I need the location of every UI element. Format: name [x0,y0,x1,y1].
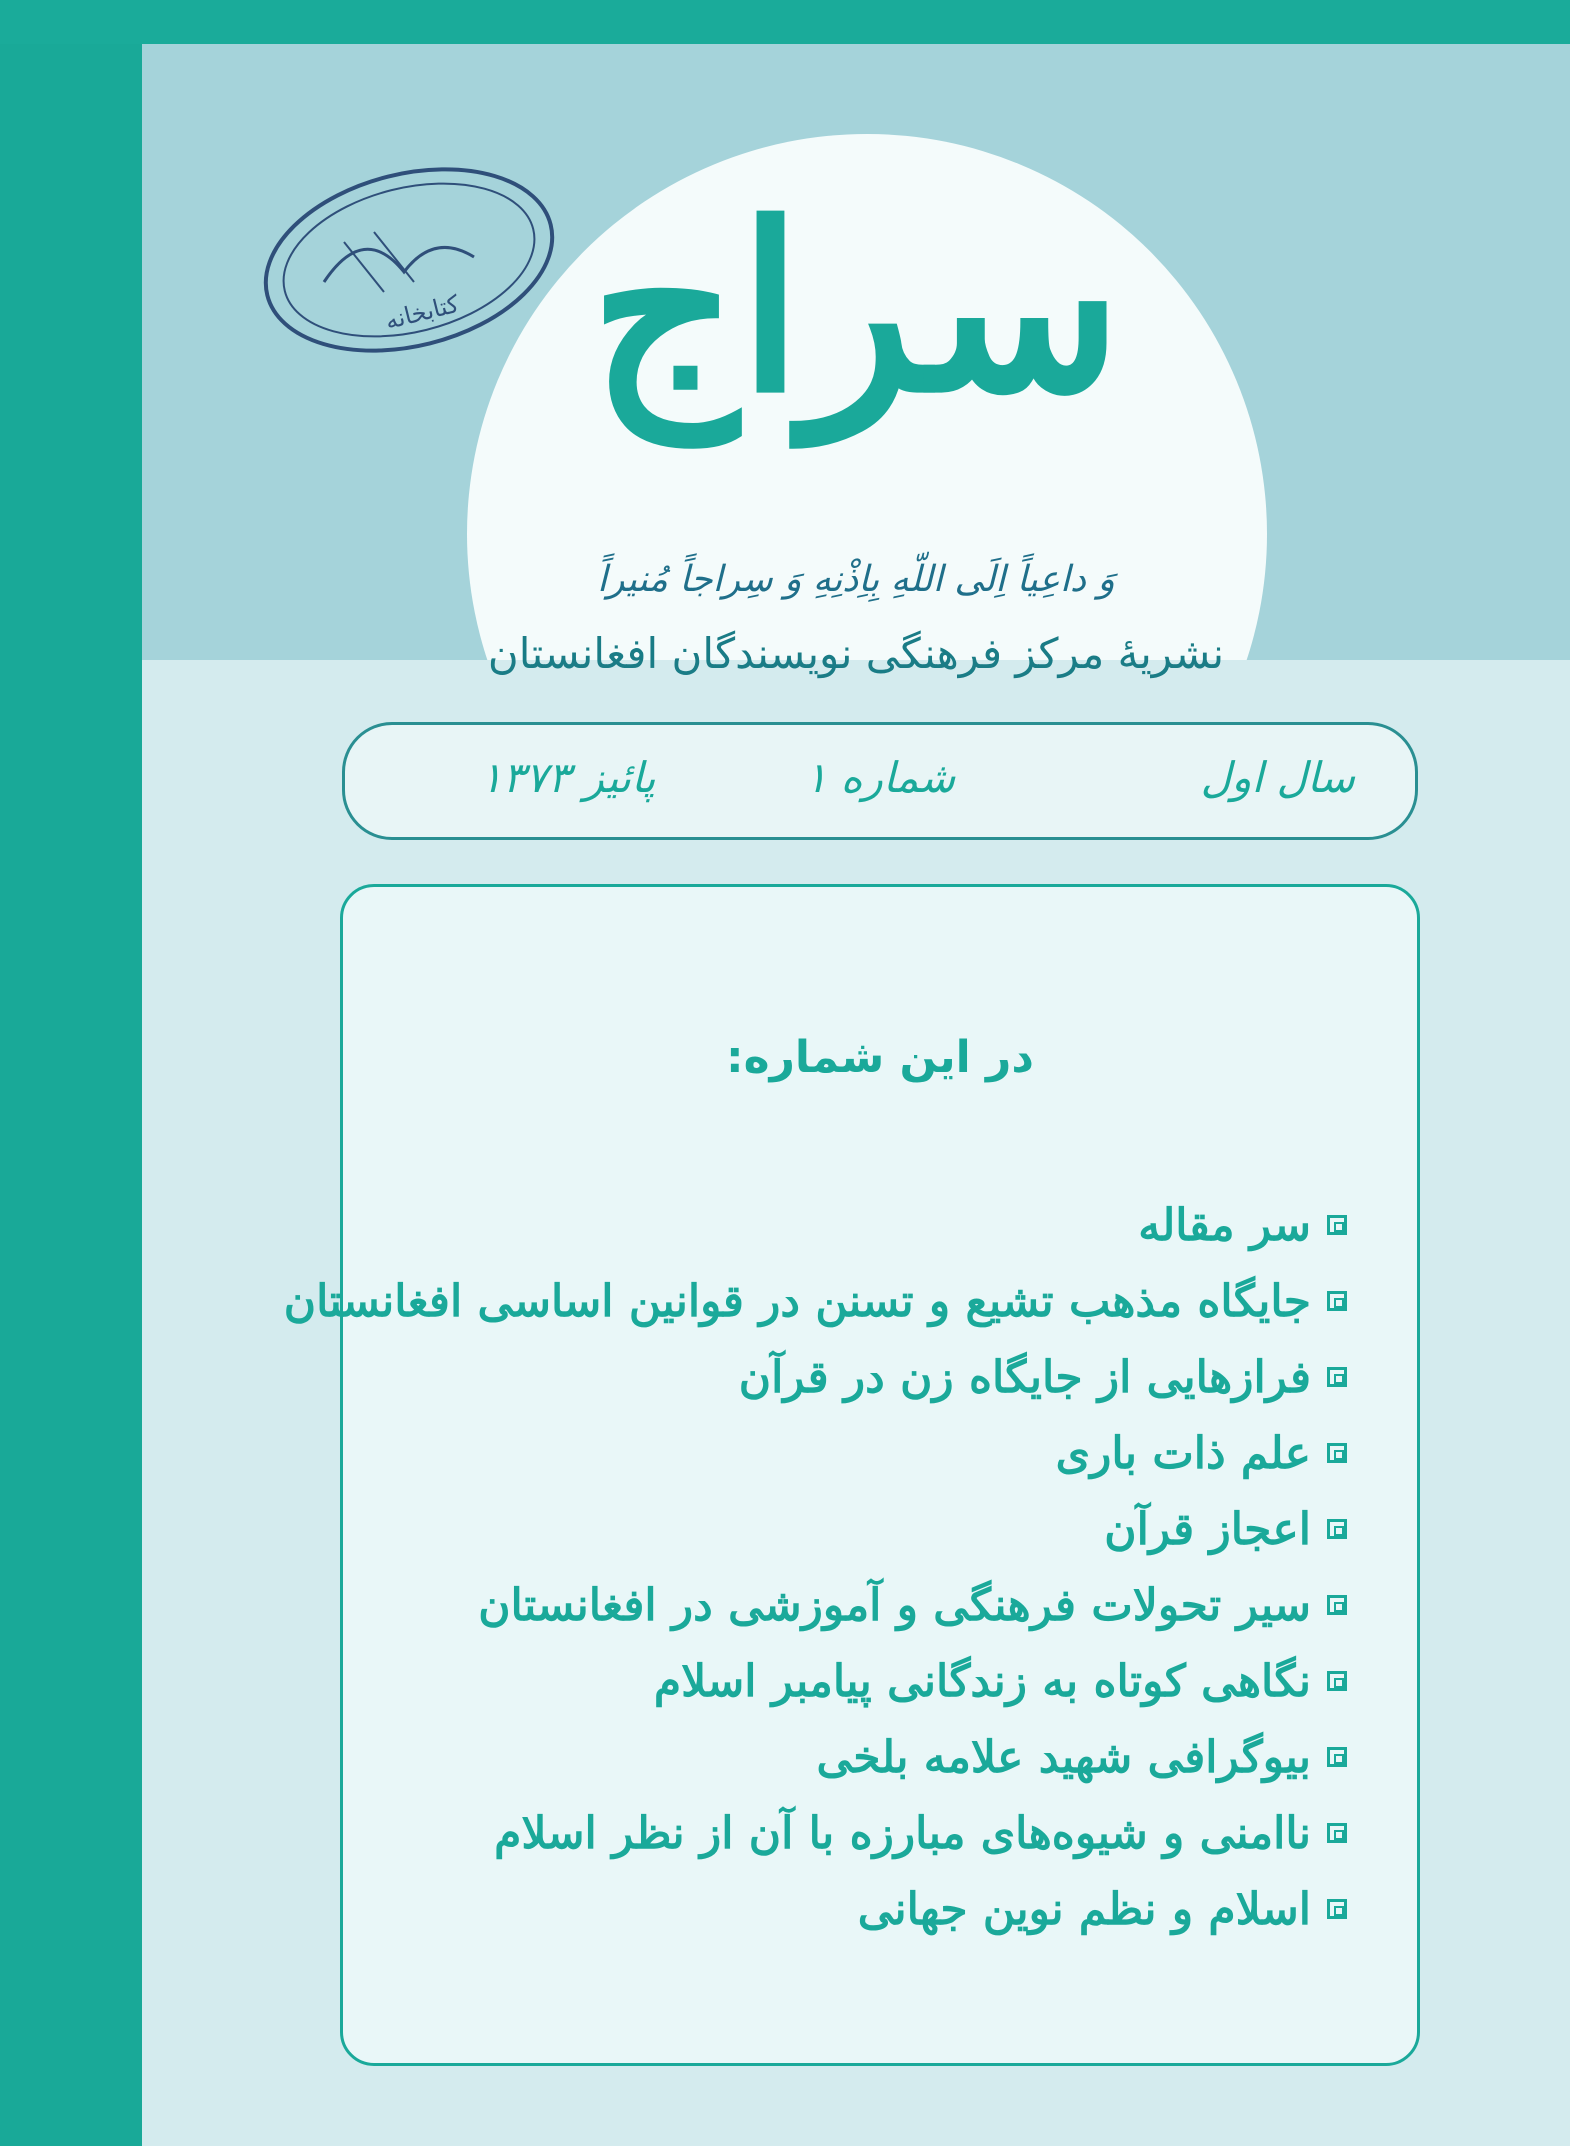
stamp-text: کتابخانه [382,289,462,336]
toc-heading: در اين شماره: [726,1032,1034,1083]
toc-item-label: جايگاه مذهب تشيع و تسنن در قوانين اساسی افغانستان [283,1275,1311,1327]
issue-info-bar [342,722,1418,840]
square-bullet-icon [1327,1443,1347,1463]
issue-season: پائيز ۱۳۷۳ [480,753,656,802]
toc-item [387,1415,1347,1491]
toc-list [283,1187,1347,1947]
toc-item-label: فرازهايی از جايگاه زن در قرآن [738,1351,1311,1403]
toc-item [387,1491,1347,1567]
table-of-contents [283,884,1420,2066]
cover-page [142,44,1570,2146]
square-bullet-icon [1327,1595,1347,1615]
masthead-title: سراج [590,174,1122,444]
issue-year: سال اول [1200,753,1355,802]
square-bullet-icon [1327,1519,1347,1539]
toc-item [387,1643,1347,1719]
top-margin-band [0,0,1570,44]
square-bullet-icon [1327,1747,1347,1767]
toc-item [387,1187,1347,1263]
toc-item [387,1339,1347,1415]
square-bullet-icon [1327,1215,1347,1235]
toc-item-label: ناامنی و شيوه‌های مبارزه با آن از نظر اسلام [494,1807,1311,1859]
toc-item-label: سير تحولات فرهنگی و آموزشی در افغانستان [478,1579,1311,1631]
toc-item-label: اسلام و نظم نوين جهانی [857,1883,1311,1935]
square-bullet-icon [1327,1367,1347,1387]
toc-item-label: اعجاز قرآن [1104,1503,1311,1555]
issue-number: شماره ۱ [804,753,956,802]
motto-verse: وَ داعِياً اِلَى اللّهِ بِاِذْنِهِ وَ سِراجاً مُنيراً [597,559,1115,600]
publisher-line: نشريهٔ مرکز فرهنگی نويسندگان افغانستان [487,629,1225,678]
toc-item [283,1263,1347,1339]
toc-item [387,1567,1347,1643]
toc-item-label: سر مقاله [1138,1199,1311,1251]
left-margin-band [0,0,142,2146]
toc-item [387,1871,1347,1947]
square-bullet-icon [1327,1671,1347,1691]
square-bullet-icon [1327,1899,1347,1919]
toc-item-label: نگاهی کوتاه به زندگانی پيامبر اسلام [653,1655,1311,1707]
toc-item [387,1719,1347,1795]
square-bullet-icon [1327,1823,1347,1843]
toc-item-label: علم ذات باری [1055,1427,1311,1479]
square-bullet-icon [1327,1291,1347,1311]
toc-item [387,1795,1347,1871]
toc-item-label: بيوگرافی شهيد علامه بلخی [816,1731,1311,1783]
